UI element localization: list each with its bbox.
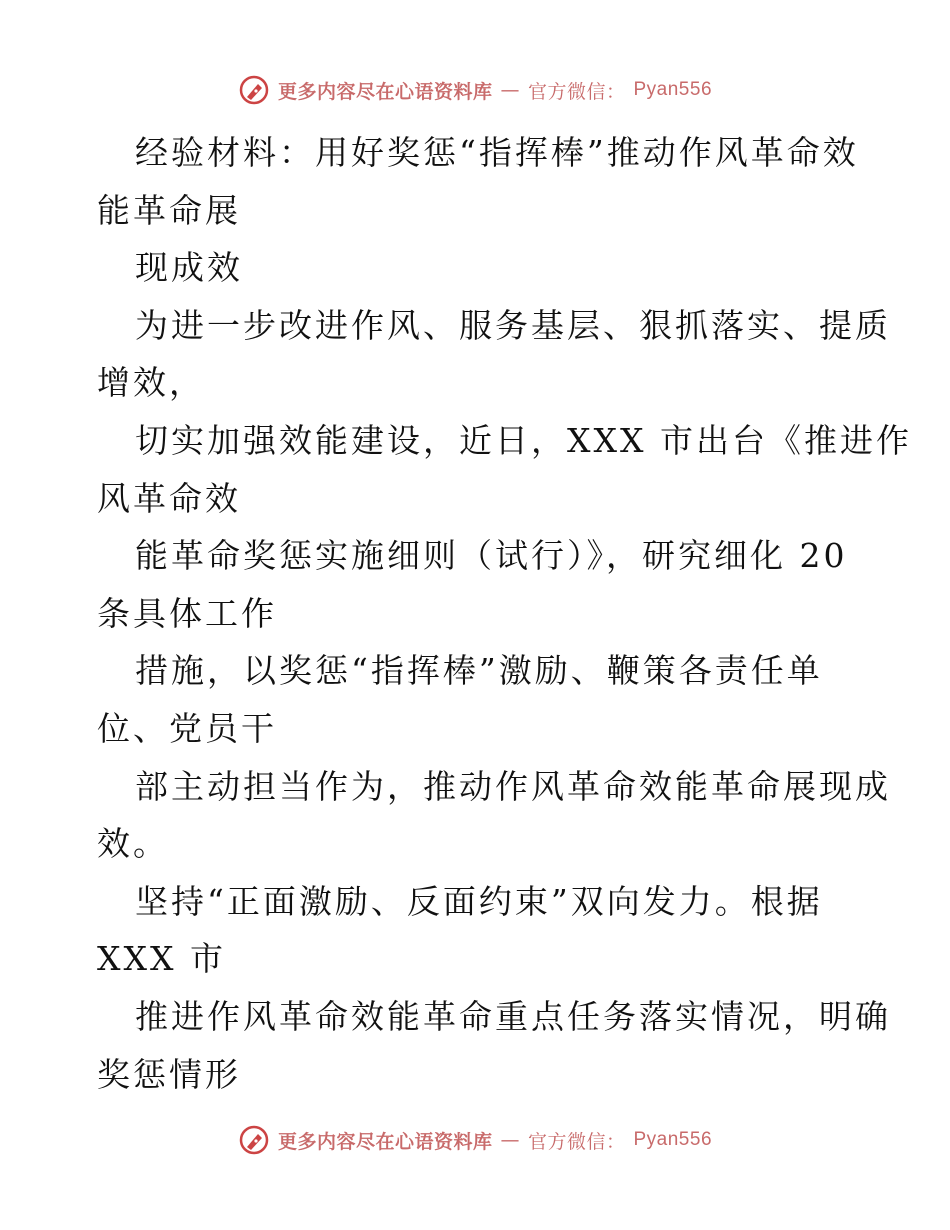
watermark-brand: 更多内容尽在心语资料库 (277, 1130, 493, 1153)
text-line: 坚持“正面激励、反面约束”双向发力。根据 (135, 881, 823, 921)
text-line: 切实加强效能建设，近日，XXX 市出台《推进作 (135, 420, 912, 460)
watermark-separator: — (500, 79, 520, 101)
text-line: 位、党员干 (97, 708, 277, 748)
text-line: 能革命奖惩实施细则（试行）》，研究细化 20 (135, 536, 848, 576)
watermark-wechat-id: Pyan556 (633, 1129, 713, 1150)
text-line: 推进作风革命效能革命重点任务落实情况，明确 (135, 996, 891, 1036)
pen-nib-circle-icon (238, 74, 270, 106)
text-line: 增效， (97, 363, 205, 403)
footer-watermark (0, 1120, 950, 1160)
text-line: 能革命展 (97, 190, 241, 230)
watermark-wechat-label: 官方微信： (527, 1130, 626, 1153)
header-watermark (0, 70, 950, 110)
text-line: 奖惩情形 (97, 1054, 241, 1094)
text-line: 风革命效 (97, 478, 241, 518)
text-line: 措施，以奖惩“指挥棒”激励、鞭策各责任单 (135, 651, 823, 691)
text-line: 效。 (97, 824, 169, 864)
text-line: XXX 市 (97, 939, 226, 979)
watermark-brand: 更多内容尽在心语资料库 (277, 80, 493, 103)
watermark-separator: — (500, 1129, 520, 1151)
text-line: 经验材料：用好奖惩“指挥棒”推动作风革命效 (135, 133, 859, 172)
pen-nib-circle-icon (238, 1124, 270, 1156)
text-line: 部主动担当作为，推动作风革命效能革命展现成 (135, 766, 891, 806)
watermark-wechat-id: Pyan556 (633, 79, 713, 100)
text-line: 为进一步改进作风、服务基层、狠抓落实、提质 (135, 305, 891, 345)
text-line: 条具体工作 (97, 593, 277, 633)
document-body (97, 124, 912, 1103)
watermark-wechat-label: 官方微信： (527, 80, 626, 103)
text-line: 现成效 (135, 248, 243, 288)
